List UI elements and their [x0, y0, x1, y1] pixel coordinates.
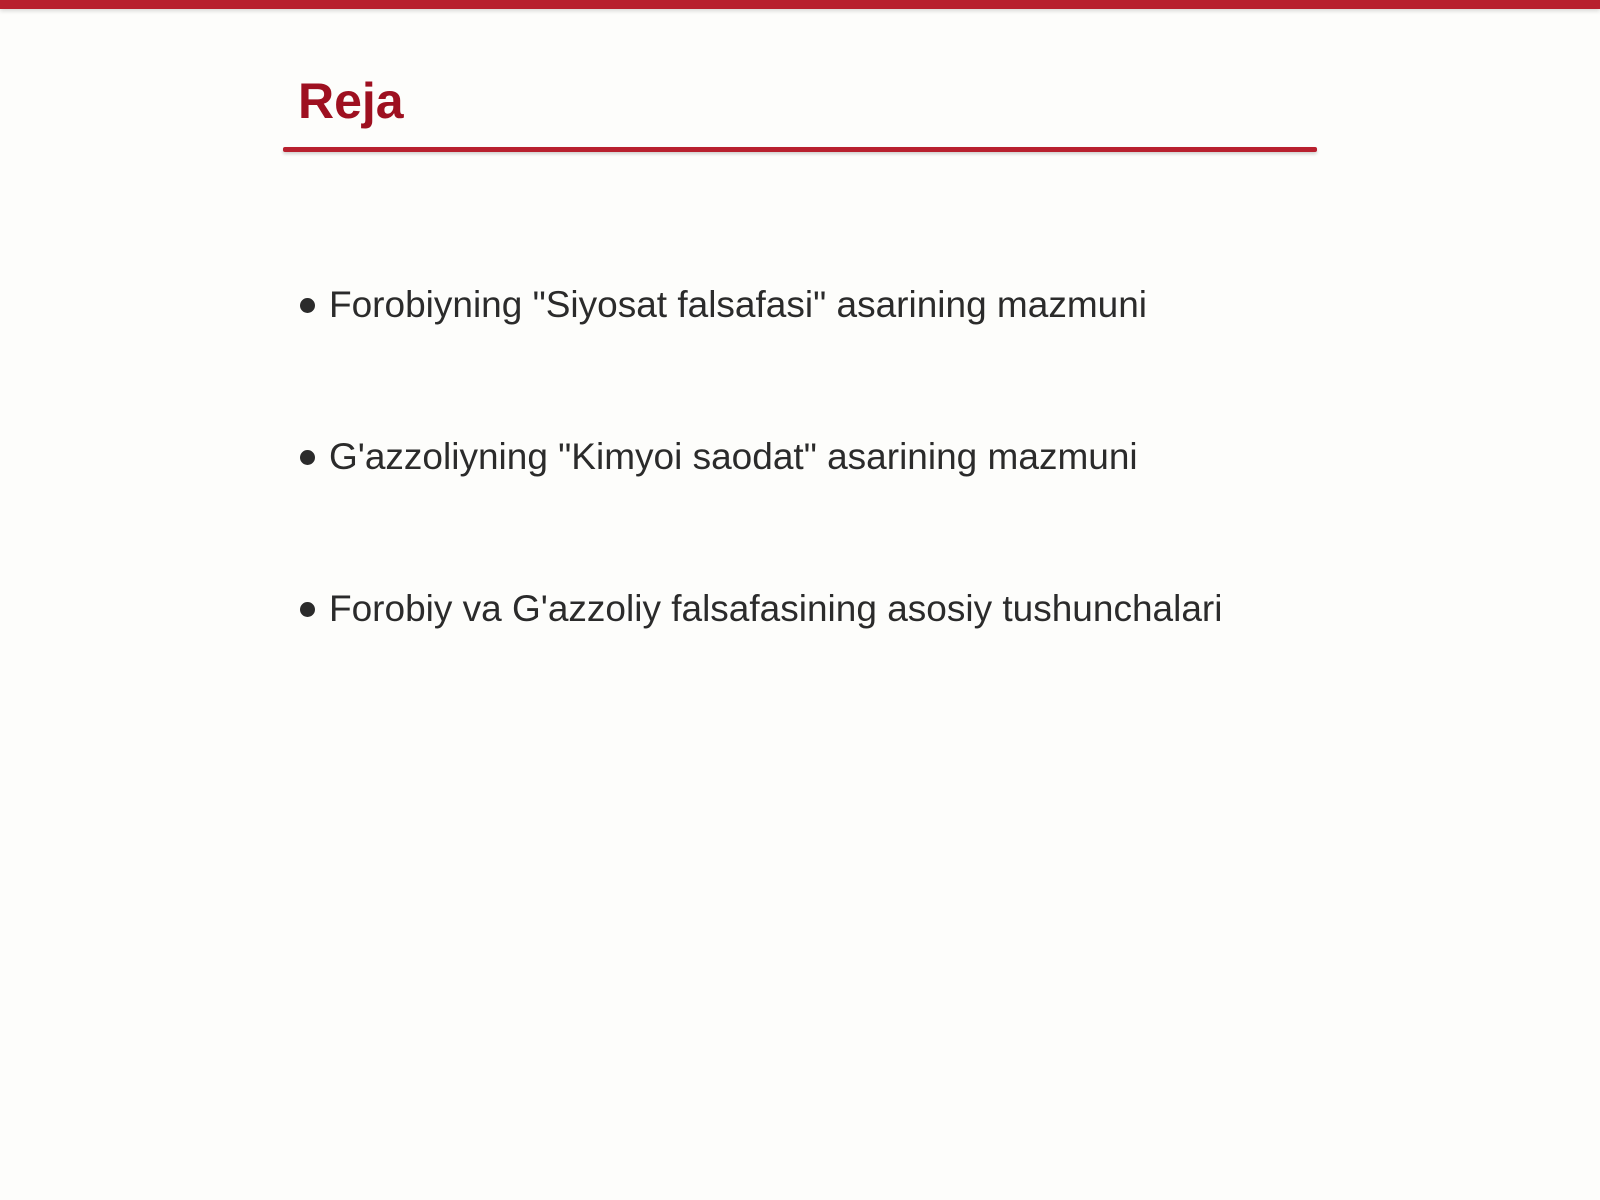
title-underline — [283, 147, 1317, 152]
list-item — [300, 270, 1222, 340]
bullet-icon — [300, 450, 315, 465]
list-item — [300, 422, 1222, 492]
top-accent-bar — [0, 0, 1600, 9]
bullet-icon — [300, 298, 315, 313]
list-item-text: G'azzoliyning "Kimyoi saodat" asarining mazmuni — [329, 436, 1138, 477]
list-item — [300, 574, 1222, 644]
bullet-list — [300, 270, 1222, 726]
slide-title: Reja — [298, 73, 404, 129]
list-item-text: Forobiyning "Siyosat falsafasi" asarining mazmuni — [329, 284, 1148, 325]
bullet-icon — [300, 602, 315, 617]
list-item-text: Forobiy va G'azzoliy falsafasining asosiy tushunchalari — [329, 588, 1223, 629]
